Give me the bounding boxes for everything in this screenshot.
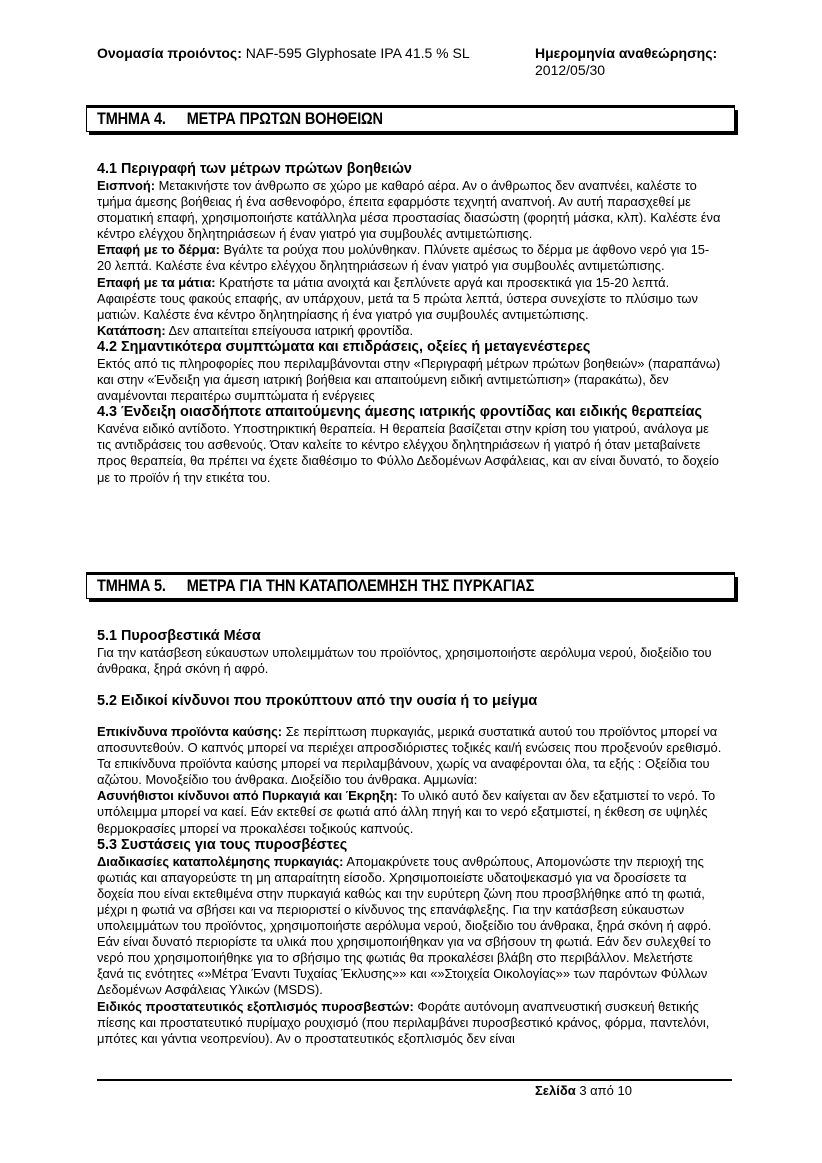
section-5-heading: [86, 572, 735, 599]
section-5-number: ΤΜΗΜΑ 5.: [97, 577, 166, 595]
subsection-4-2-title: 4.2 Σημαντικότερα συμπτώματα και επιδράσεις, οξείες ή μεταγενέστερες: [97, 338, 591, 355]
ingestion-label: Κατάποση:: [97, 322, 166, 338]
page-number-label: Σελίδα: [535, 1083, 576, 1098]
ingestion-paragraph: [97, 323, 723, 339]
subsection-5-1: [97, 628, 723, 677]
protective-equipment-label: Ειδικός προστατευτικός εξοπλισμός πυροσβεστών:: [97, 998, 414, 1014]
inhalation-paragraph: [97, 178, 723, 242]
eye-contact-label: Επαφή με τα μάτια:: [97, 274, 216, 290]
revision-date-value: 2012/05/30: [535, 62, 606, 78]
page-number: [535, 1083, 632, 1099]
unusual-hazards-text: Το υλικό αυτό δεν καίγεται αν δεν εξατμιστεί το νερό. Το υπόλειμμα μπορεί να καεί. Εάν εκτεθεί σε φωτιά από άλλη πηγή και το νερό εξατμιστεί, η έκθεση σε υψηλές θερμοκρασίες μπορεί να προκαλέσει τοξικούς καπνούς.: [97, 788, 716, 836]
footer-rule: [97, 1079, 732, 1081]
section-4-number: ΤΜΗΜΑ 4.: [97, 110, 166, 128]
firefighting-procedures-text: Απομακρύνετε τους ανθρώπους, Απομονώστε την περιοχή της φωτιάς και απαγορεύστε τη μη απαραίτητη είσοδο. Χρησιμοποιείστε υδατοψεκασμό για να δροσίσετε τα δοχεία που είναι εκτεθιμένα στην πυρκαγιά καθώς και την ευρύτερη ζώνη που προσβλήθηκε από τη φωτιά, μέχρι η φωτιά να σβήσει και να περιοριστεί ο κίνδυνος της επανάφλεξης. Για την κατάσβεση εύκαυστων υπολειμμάτων του προϊόντος, χρησιμοποιήστε αερόλυμα νερού, διοξείδιο του άνθρακα, ξηρά σκόνη ή αφρό. Εάν είναι δυνατό περιορίστε τα υλικά που χρησιμοποιήθηκαν για να σβήσουν τη φωτιά. Εάν δεν συλεχθεί το νερό που χρησιμοποιήθηκε για το σβήσιμο της φωτιάς θα προκαλέσει βλάβη στο περιβάλλον. Μελετήστε ξανά τις ενότητες «»Μέτρα Έναντι Τυχαίας Έκλυσης»» και «»Στοιχεία Οικολογίας»» των παρόντων Φύλλων Δεδομένων Ασφάλειας Υλικών (MSDS).: [97, 853, 712, 998]
product-name-line: [97, 45, 470, 62]
page-number-text: 3 από 10: [575, 1083, 632, 1098]
section-4-title-text: ΜΕΤΡΑ ΠΡΩΤΩΝ ΒΟΗΘΕΙΩΝ: [186, 110, 383, 128]
ingestion-text: Δεν απαιτείται επείγουσα ιατρική φροντίδα.: [165, 322, 414, 338]
skin-contact-paragraph: [97, 242, 723, 274]
section-4-body: [97, 161, 723, 486]
skin-contact-label: Επαφή με το δέρμα:: [97, 242, 220, 258]
product-name-label: Ονομασία προιόντος:: [97, 45, 242, 61]
subsection-5-3-title: 5.3 Συστάσεις για τους πυροσβέστες: [97, 836, 348, 853]
subsection-5-2-title: 5.2 Ειδικοί κίνδυνοι που προκύπτουν από την ουσία ή το μείγμα: [97, 693, 538, 709]
subsection-4-1-title: 4.1 Περιγραφή των μέτρων πρώτων βοηθειών: [97, 161, 412, 177]
firefighting-procedures-paragraph: [97, 854, 723, 999]
subsection-4-2-text: Εκτός από τις πληροφορίες που περιλαμβάνονται στην «Περιγραφή μέτρων πρώτων βοηθειών» (παραπάνω) και στην «Ένδειξη για άμεση ιατρική βοήθεια και απαιτούμενη ειδική αντιμετώπιση» (παρακάτω), δεν αναμένονται περαιτέρω συμπτώματα ή ενέργειες: [97, 355, 721, 404]
protective-equipment-paragraph: [97, 999, 723, 1047]
skin-contact-text: Βγάλτε τα ρούχα που μολύνθηκαν. Πλύνετε αμέσως το δέρμα με άφθονο νερό για 15-20 λεπτά. Καλέστε ένα κέντρο ελέγχου δηλητηριάσεων ή έναν γιατρό για συμβουλές αντιμετώπισης.: [97, 242, 710, 274]
combustion-products-paragraph: [97, 724, 723, 788]
combustion-products-text: Σε περίπτωση πυρκαγιάς, μερικά συστατικά αυτού του προϊόντος μπορεί να αποσυντεθούν. Ο καπνός μπορεί να περιέχει απροσδιόριστες τοξικές και/ή ενώσεις που προξενούν ερεθισμό. Τα επικίνδυνα προϊόντα καύσης μπορεί να περιλαμβάνουν, χωρίς να αναφέρονται όλα, τα εξής : Οξείδια του αζώτου. Μονοξείδιο του άνθρακα. Διοξείδιο του άνθρακα. Αμμωνία:: [97, 724, 722, 788]
firefighting-procedures-label: Διαδικασίες καταπολέμησης πυρκαγιάς:: [97, 853, 344, 869]
combustion-products-label: Επικίνδυνα προϊόντα καύσης:: [97, 724, 283, 739]
section-4-heading: [86, 105, 735, 132]
eye-contact-text: Κρατήστε τα μάτια ανοιχτά και ξεπλύνετε αργά και προσεκτικά για 15-20 λεπτά. Αφαιρέστε τους φακούς επαφής, αν υπάρχουν, μετά τα 5 πρώτα λεπτά, ύστερα συνεχίστε το πλύσιμο των ματιών. Καλέστε ένα κέντρο δηλητηρίασης ή ένα γιατρό για συμβουλές αντιμετώπισης.: [97, 274, 698, 322]
section-5-title-text: ΜΕΤΡΑ ΓΙΑ ΤΗΝ ΚΑΤΑΠΟΛΕΜΗΣΗ ΤΗΣ ΠΥΡΚΑΓΙΑΣ: [186, 577, 535, 595]
subsection-5-2-heading: [97, 693, 723, 710]
subsection-5-2-body: [97, 724, 723, 1047]
subsection-4-3-title: 4.3 Ένδειξη οιασδήποτε απαιτούμενης άμεσης ιατρικής φροντίδας και ειδικής θεραπείας: [97, 404, 702, 421]
subsection-4-3-text: Κανένα ειδικό αντίδοτο. Υποστηρικτική θεραπεία. Η θεραπεία βασίζεται στην κρίση του γιατρού, ανάλογα με τις αντιδράσεις του ασθενούς. Όταν καλείτε το κέντρο ελέγχου δηλητηριάσεων ή γιατρό ή όταν μεταβαίνετε προς θεραπεία, θα πρέπει να έχετε διαθέσιμο το Φύλλο Δεδομένων Ασφάλειας, και αν είναι δυνατό, το δοχείο με το προϊόν ή την ετικέτα του.: [97, 421, 719, 485]
unusual-hazards-paragraph: [97, 788, 723, 836]
revision-date: [535, 45, 717, 79]
inhalation-label: Εισπνοή:: [97, 178, 156, 193]
unusual-hazards-label: Ασυνήθιστοι κίνδυνοι από Πυρκαγιά και Έκρηξη:: [97, 788, 398, 804]
section-4-title: [97, 109, 383, 130]
subsection-5-1-text: Για την κατάσβεση εύκαυστων υπολειμμάτων του προϊόντος, χρησιμοποιήστε αερόλυμα νερού, διοξείδιο του άνθρακα, ξηρά σκόνη ή αφρό.: [97, 645, 712, 677]
protective-equipment-text: Φοράτε αυτόνομη αναπνευστική συσκευή θετικής πίεσης και προστατευτικό πυρίμαχο ρουχισμό (που περιλαμβάνει πυροσβεστικό κράνος, φόρμα, παντελόνι, μπότες και γάντια νεοπρενίου). Αν ο προστατευτικός εξοπλισμός δεν είναι: [97, 998, 710, 1046]
subsection-5-1-title: 5.1 Πυροσβεστικά Μέσα: [97, 628, 261, 644]
inhalation-text: Μετακινήστε τον άνθρωπο σε χώρο με καθαρό αέρα. Αν ο άνθρωπος δεν αναπνέει, καλέστε το τμήμα άμεσης βοήθειας ή ένα ασθενοφόρο, έπειτα εφαρμόστε τεχνητή αναπνοή. Αν αυτή παρασχεθεί με στοματική επαφή, χρησιμοποιήστε κατάλληλα μέσα προστασίας διασώστη (φορητή μάσκα, κλπ). Καλέστε ένα κέντρο ελέγχου δηλητηριάσεων ή έναν γιατρό για συμβουλές αντιμετώπισης.: [97, 178, 721, 242]
product-name-value: NAF-595 Glyphosate IPA 41.5 % SL: [245, 45, 470, 61]
revision-date-label: Ημερομηνία αναθεώρησης:: [535, 45, 718, 61]
eye-contact-paragraph: [97, 275, 723, 323]
section-5-title: [97, 576, 534, 597]
